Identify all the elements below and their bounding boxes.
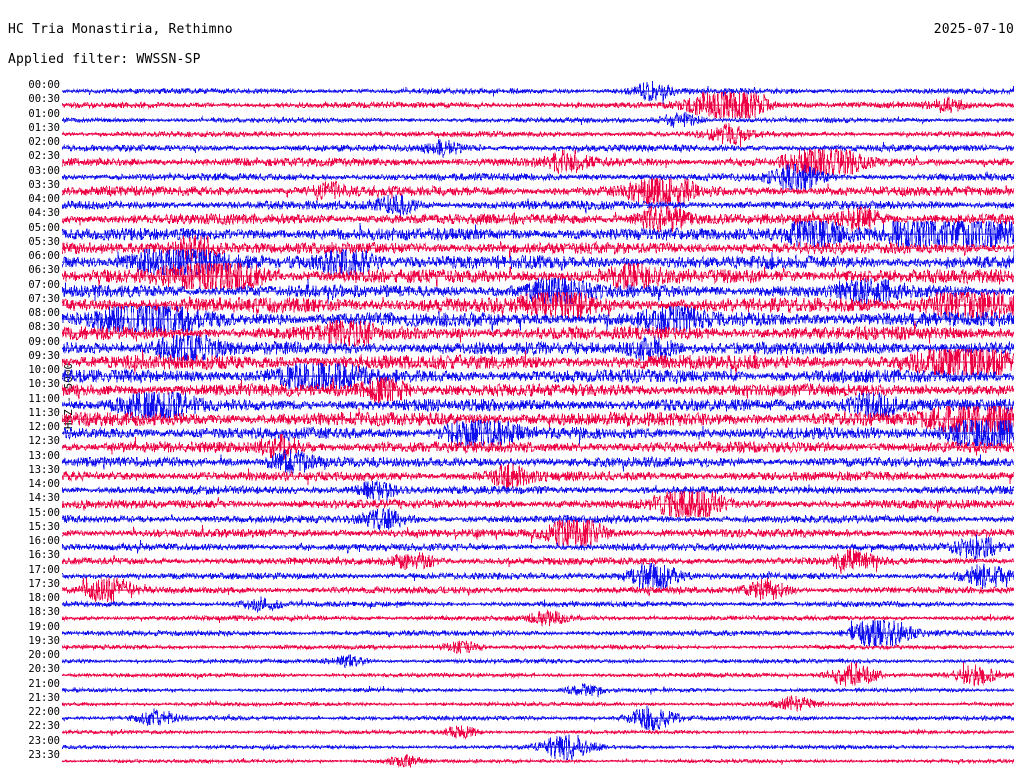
time-tick-label: 23:00 [28,734,60,747]
time-tick-label: 03:00 [28,164,60,177]
time-tick-label: 13:30 [28,463,60,476]
time-tick-label: 00:30 [28,93,60,106]
seismogram-plot [28,79,1014,768]
time-tick-label: 01:30 [28,121,60,134]
time-tick-label: 16:30 [28,549,60,562]
time-tick-label: 14:00 [28,478,60,490]
time-tick-label: 17:00 [28,563,60,576]
time-tick-label: 09:00 [28,335,60,348]
time-tick-label: 09:30 [28,349,60,362]
time-tick-label: 02:00 [28,136,60,148]
time-tick-label: 18:00 [28,592,60,604]
time-tick-label: 10:30 [28,378,60,391]
time-tick-label: 19:00 [28,620,60,633]
time-tick-label: 06:00 [28,250,60,262]
time-tick-label: 20:30 [28,663,60,676]
time-tick-label: 06:30 [28,264,60,277]
time-tick-label: 05:30 [28,235,60,248]
time-tick-label: 07:30 [28,292,60,305]
time-tick-label: 04:00 [28,193,60,205]
time-tick-label: 15:30 [28,520,60,533]
time-tick-label: 22:30 [28,720,60,733]
filter-label: Applied filter: WWSSN-SP [8,52,201,67]
time-tick-label: 10:00 [28,364,60,376]
time-tick-label: 13:00 [28,449,60,462]
time-tick-label: 12:00 [28,421,60,433]
time-tick-label: 03:30 [28,178,60,191]
time-tick-label: 00:00 [28,79,60,91]
time-tick-label: 11:30 [28,406,60,419]
time-tick-label: 02:30 [28,150,60,163]
time-tick-label: 19:30 [28,634,60,647]
time-tick-label: 15:00 [28,506,60,519]
time-tick-label: 08:30 [28,321,60,334]
time-tick-label: 07:00 [28,278,60,291]
time-tick-label: 11:00 [28,392,60,405]
time-tick-label: 17:30 [28,577,60,590]
time-tick-label: 14:30 [28,492,60,505]
time-tick-label: 05:00 [28,221,60,234]
trace-row [62,748,1014,774]
time-tick-label: 12:30 [28,435,60,448]
time-tick-label: 08:00 [28,307,60,319]
time-tick-label: 21:00 [28,677,60,690]
time-tick-label: 23:30 [28,748,60,761]
station-title: HC Tria Monastiria, Rethimno [8,22,233,37]
time-tick-label: 21:30 [28,691,60,704]
time-tick-label: 01:00 [28,107,60,120]
date-label: 2025-07-10 [933,22,1014,37]
time-tick-label: 18:30 [28,606,60,619]
time-tick-label: 16:00 [28,535,60,547]
y-axis-label: HHZ - 5000 [62,362,75,430]
time-tick-label: 04:30 [28,207,60,220]
time-tick-label: 22:00 [28,706,60,718]
time-tick-label: 20:00 [28,649,60,661]
